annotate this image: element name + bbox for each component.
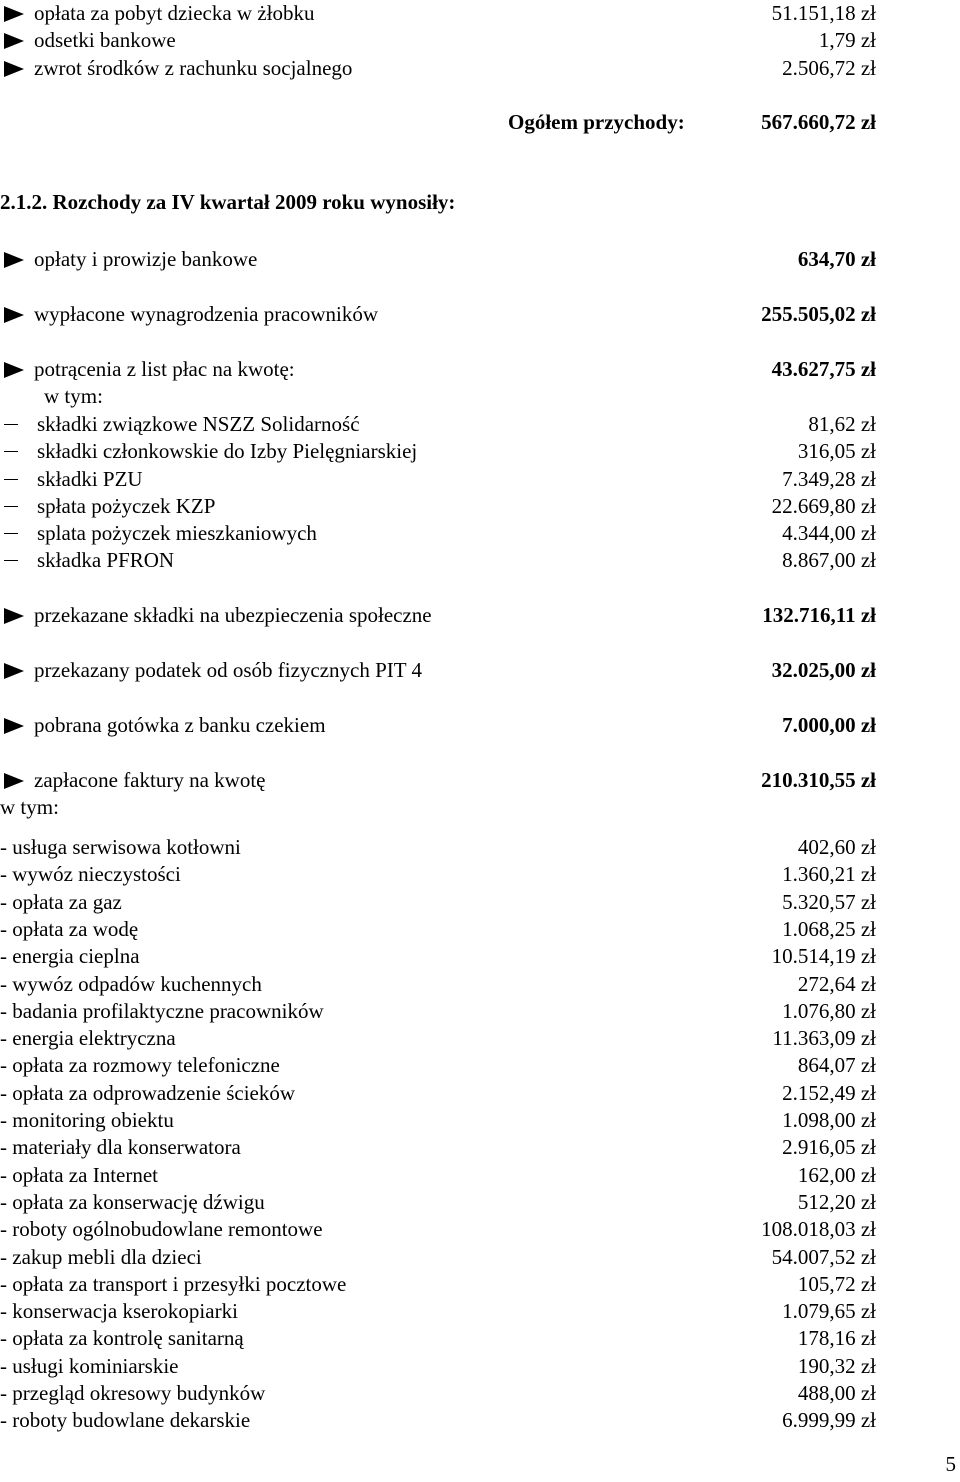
invoice-row [0,1079,960,1107]
bullet-arrow-icon [4,355,34,383]
invoice-amount: 54.007,52 zł [771,1245,876,1269]
invoice-label: - usługa serwisowa kotłowni [0,835,241,859]
invoice-amount: 2.152,49 zł [782,1081,876,1105]
invoice-row [0,1133,960,1161]
expense-amount: 210.310,55 zł [761,768,876,792]
deduction-label: składka PFRON [37,548,175,572]
invoice-amount: 105,72 zł [797,1272,876,1296]
page-number: 5 [945,1452,956,1476]
bullet-arrow-icon [4,711,34,739]
income-label: zwrot środków z rachunku socjalnego [34,56,353,80]
invoice-label: - opłata za Internet [0,1163,158,1187]
invoice-label: - energia elektryczna [0,1026,176,1050]
invoice-amount: 1.360,21 zł [782,862,876,886]
deduction-amount: 81,62 zł [808,412,876,436]
expense-row [0,300,960,328]
expense-row [0,355,960,383]
invoice-row [0,1215,960,1243]
invoice-amount: 108.018,03 zł [761,1217,876,1241]
invoice-label: - roboty budowlane dekarskie [0,1408,251,1432]
invoice-amount: 178,16 zł [797,1326,876,1350]
dash-bullet-icon [4,546,34,574]
invoices-intro-text: w tym: [0,795,59,819]
invoice-row [0,860,960,888]
invoice-amount: 1.079,65 zł [782,1299,876,1323]
invoice-label: - opłata za kontrolę sanitarną [0,1326,244,1350]
invoices-intro [0,793,960,821]
expense-amount: 132.716,11 zł [762,603,876,627]
invoice-row [0,1161,960,1189]
invoice-label: - opłata za transport i przesyłki pocztowe [0,1272,347,1296]
invoice-label: - opłata za konserwację dźwigu [0,1190,265,1214]
bullet-arrow-icon [4,26,34,54]
invoice-row [0,1243,960,1271]
income-total-row [0,108,960,136]
expense-row [0,711,960,739]
invoice-label: - wywóz nieczystości [0,862,181,886]
invoice-amount: 11.363,09 zł [772,1026,876,1050]
invoice-amount: 1.098,00 zł [782,1108,876,1132]
dash-bullet-icon [4,492,34,520]
invoice-amount: 162,00 zł [797,1163,876,1187]
section-heading-text: 2.1.2. Rozchody za IV kwartał 2009 roku wynosiły: [0,190,456,214]
expense-amount: 7.000,00 zł [782,713,876,737]
deduction-row [0,437,960,465]
invoice-row [0,1051,960,1079]
expense-amount: 43.627,75 zł [771,357,876,381]
section-heading [0,188,960,216]
invoice-label: - opłata za gaz [0,890,122,914]
expense-label: zapłacone faktury na kwotę [34,768,266,792]
deduction-label: składki związkowe NSZZ Solidarność [37,412,360,436]
invoice-amount: 864,07 zł [797,1053,876,1077]
invoice-amount: 190,32 zł [797,1354,876,1378]
bullet-arrow-icon [4,0,34,27]
expense-label: opłaty i prowizje bankowe [34,247,258,271]
deduction-row [0,546,960,574]
invoice-amount: 512,20 zł [797,1190,876,1214]
invoice-row [0,1188,960,1216]
dash-bullet-icon [4,410,34,438]
deduction-label: spłata pożyczek KZP [37,494,216,518]
bullet-arrow-icon [4,300,34,328]
income-amount: 2.506,72 zł [782,56,876,80]
expense-label: pobrana gotówka z banku czekiem [34,713,326,737]
expense-row [0,601,960,629]
invoice-row [0,970,960,998]
deduction-label: składki członkowskie do Izby Pielęgniarskiej [37,439,418,463]
expense-amount: 32.025,00 zł [771,658,876,682]
invoice-label: - opłata za rozmowy telefoniczne [0,1053,280,1077]
invoice-label: - monitoring obiektu [0,1108,174,1132]
invoice-amount: 488,00 zł [797,1381,876,1405]
bullet-arrow-icon [4,601,34,629]
deduction-label: składki PZU [37,467,143,491]
invoice-label: - roboty ogólnobudowlane remontowe [0,1217,323,1241]
bullet-arrow-icon [4,245,34,273]
deductions-intro [0,382,960,410]
deduction-row [0,410,960,438]
expense-amount: 255.505,02 zł [761,302,876,326]
invoice-row [0,1352,960,1380]
deduction-amount: 316,05 zł [797,439,876,463]
income-amount: 51.151,18 zł [771,1,876,25]
deduction-label: splata pożyczek mieszkaniowych [37,521,317,545]
invoice-label: - zakup mebli dla dzieci [0,1245,202,1269]
income-amount: 1,79 zł [818,28,876,52]
deduction-amount: 8.867,00 zł [782,548,876,572]
income-row [0,54,960,82]
invoice-label: - opłata za odprowadzenie ścieków [0,1081,296,1105]
invoice-row [0,1297,960,1325]
dash-bullet-icon [4,437,34,465]
expense-label: wypłacone wynagrodzenia pracowników [34,302,379,326]
deductions-intro-text: w tym: [44,384,103,408]
dash-bullet-icon [4,519,34,547]
income-label: opłata za pobyt dziecka w żłobku [34,1,315,25]
dash-bullet-icon [4,465,34,493]
bullet-arrow-icon [4,656,34,684]
invoice-row [0,888,960,916]
deduction-row [0,465,960,493]
expense-amount: 634,70 zł [797,247,876,271]
invoice-row [0,915,960,943]
invoice-amount: 10.514,19 zł [771,944,876,968]
expense-row [0,766,960,794]
deduction-amount: 4.344,00 zł [782,521,876,545]
invoice-label: - usługi kominiarskie [0,1354,179,1378]
invoice-label: - wywóz odpadów kuchennych [0,972,262,996]
income-row [0,26,960,54]
expense-label: potrącenia z list płac na kwotę: [34,357,295,381]
income-row [0,0,960,27]
invoice-label: - konserwacja kserokopiarki [0,1299,238,1323]
deduction-row [0,492,960,520]
invoice-label: - opłata za wodę [0,917,139,941]
expense-label: przekazany podatek od osób fizycznych PIT 4 [34,658,422,682]
deduction-amount: 22.669,80 zł [771,494,876,518]
invoice-amount: 5.320,57 zł [782,890,876,914]
expense-row [0,245,960,273]
invoice-row [0,1324,960,1352]
deduction-amount: 7.349,28 zł [782,467,876,491]
bullet-arrow-icon [4,54,34,82]
expense-label: przekazane składki na ubezpieczenia społeczne [34,603,432,627]
invoice-row [0,833,960,861]
invoice-row [0,1379,960,1407]
invoice-amount: 1.068,25 zł [782,917,876,941]
invoice-row [0,1024,960,1052]
income-total-amount: 567.660,72 zł [761,110,876,134]
invoice-label: - materiały dla konserwatora [0,1135,241,1159]
invoice-amount: 2.916,05 zł [782,1135,876,1159]
invoice-label: - badania profilaktyczne pracowników [0,999,324,1023]
bullet-arrow-icon [4,766,34,794]
deduction-row [0,519,960,547]
invoice-row [0,1106,960,1134]
invoice-amount: 6.999,99 zł [782,1408,876,1432]
invoice-row [0,942,960,970]
invoice-row [0,1270,960,1298]
invoice-amount: 402,60 zł [797,835,876,859]
invoice-amount: 272,64 zł [797,972,876,996]
invoice-label: - energia cieplna [0,944,140,968]
invoice-row [0,1406,960,1434]
income-label: odsetki bankowe [34,28,176,52]
invoice-amount: 1.076,80 zł [782,999,876,1023]
invoice-row [0,997,960,1025]
invoice-label: - przegląd okresowy budynków [0,1381,266,1405]
expense-row [0,656,960,684]
income-total-label: Ogółem przychody: [508,110,685,134]
